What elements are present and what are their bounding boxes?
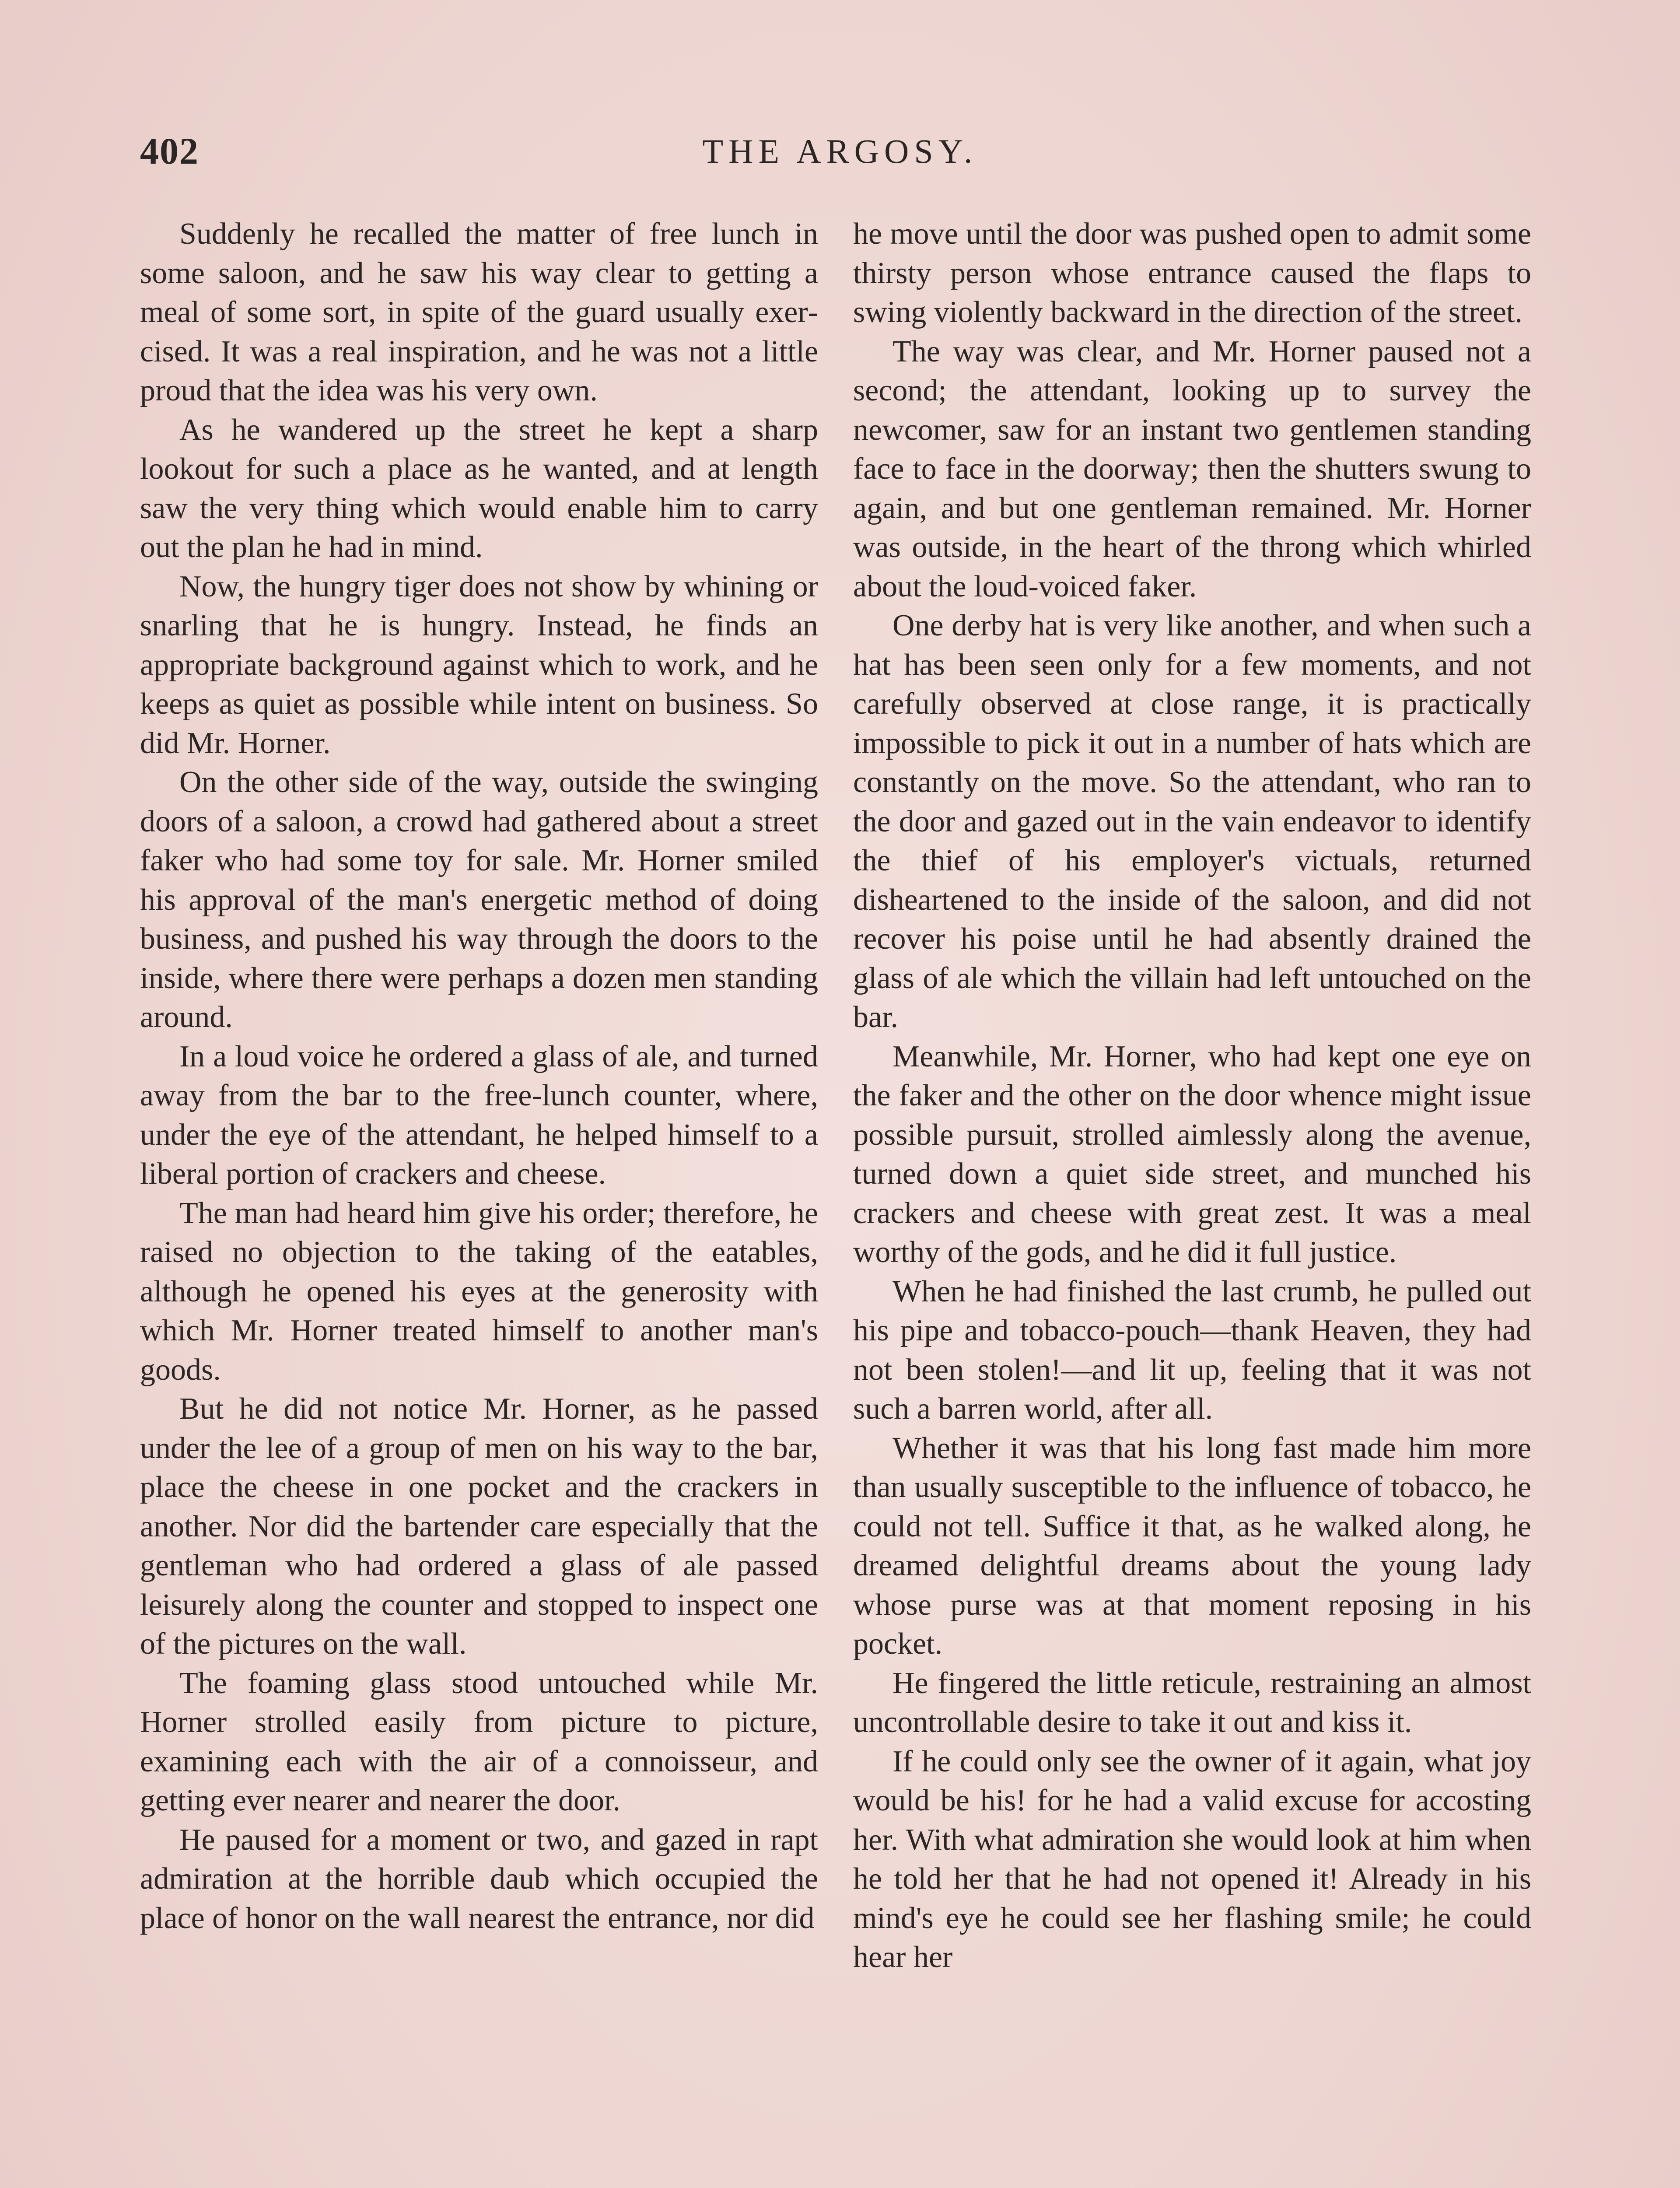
paragraph: As he wandered up the street he kept a sharp lookout for such a place as he wanted, and at length saw the very thing which would enable him to carry out the plan he had in mind. — [140, 413, 818, 564]
left-column — [140, 214, 818, 1938]
paragraph: One derby hat is very like another, and when such a hat has been seen only for a few moments, and not carefully observed at close range, it is practically impossible to pick it out in a number of hats which are constantly on the move. So the attendant, who ran to the door and gazed out in the vain endeavor to identify the thief of his employer's victuals, returned disheartened to the inside of the saloon, and did not recover his poise until he had absently drained the glass of ale which the villain had left untouched on the bar. — [853, 609, 1531, 1034]
paragraph: In a loud voice he ordered a glass of ale, and turned away from the bar to the free-lunch counter, where, under the eye of the attendant, he helped himself to a liberal portion of crackers and cheese. — [140, 1039, 818, 1191]
page-header — [140, 129, 1540, 177]
paragraph: When he had finished the last crumb, he pulled out his pipe and tobacco-pouch—thank Heaven, they had not been stolen!—and lit up, feeling that it was not such a barren world, after all. — [853, 1274, 1531, 1426]
paragraph-continuation: he move until the door was pushed open to admit some thirsty person whose entrance caused the flaps to swing violently backward in the direction of the street. — [853, 217, 1531, 329]
paragraph: On the other side of the way, outside the swinging doors of a saloon, a crowd had gathered about a street faker who had some toy for sale. Mr. Horner smiled his approval of the man's energetic method of doing business, and pushed his way through the doors to the inside, where there were perhaps a dozen men standing around. — [140, 765, 818, 1034]
right-column — [853, 214, 1531, 1977]
paragraph: The foaming glass stood untouched while Mr. Horner strolled easily from picture to picture, examining each with the air of a connoisseur, and getting ever nearer and nearer the door. — [140, 1666, 818, 1817]
paragraph: He fingered the little reticule, restraining an almost uncontrollable desire to take it out and kiss it. — [853, 1666, 1531, 1739]
running-title: THE ARGOSY. — [702, 132, 978, 170]
paragraph: Meanwhile, Mr. Horner, who had kept one eye on the faker and the other on the door whence might issue possible pursuit, strolled aimlessly along the avenue, turned down a quiet side street, and munched his crackers and cheese with great zest. It was a meal worthy of the gods, and he did it full justice. — [853, 1039, 1531, 1269]
paragraph: Whether it was that his long fast made him more than usually susceptible to the influence of tobacco, he could not tell. Suffice it that, as he walked along, he dreamed delightful dreams about the young lady whose purse was at that moment reposing in his pocket. — [853, 1431, 1531, 1661]
paragraph: But he did not notice Mr. Horner, as he passed under the lee of a group of men on his way to the bar, place the cheese in one pocket and the crackers in another. Nor did the bartender care especially that the gentleman who had ordered a glass of ale passed leisurely along the counter and stopped to inspect one of the pictures on the wall. — [140, 1392, 818, 1661]
paragraph: If he could only see the owner of it again, what joy would be his! for he had a valid excuse for accosting her. With what admiration she would look at him when he told her that he had not opened it! Already in his mind's eye he could see her flashing smile; he could hear her — [853, 1744, 1531, 1974]
paragraph: The man had heard him give his order; therefore, he raised no objection to the taking of the eatables, although he opened his eyes at the generosity with which Mr. Horner treated himself to another man's goods. — [140, 1196, 818, 1387]
paragraph: He paused for a moment or two, and gazed in rapt admiration at the horrible daub which occupied the place of honor on the wall nearest the entrance, nor did — [140, 1823, 818, 1935]
paragraph: Suddenly he recalled the matter of free lunch in some saloon, and he saw his way clear to getting a meal of some sort, in spite of the guard usually exercised. It was a real inspiration, and he was not a little proud that the idea was his very own. — [140, 217, 818, 407]
page-number: 402 — [140, 130, 199, 172]
paragraph: The way was clear, and Mr. Horner paused not a second; the attendant, looking up to survey the newcomer, saw for an instant two gentlemen standing face to face in the doorway; then the shutters swung to again, and but one gentleman remained. Mr. Horner was outside, in the heart of the throng which whirled about the loud-voiced faker. — [853, 334, 1531, 603]
paragraph: Now, the hungry tiger does not show by whining or snarling that he is hungry. Instead, he finds an appropriate background against which to work, and he keeps as quiet as possible while intent on business. So did Mr. Horner. — [140, 569, 818, 760]
